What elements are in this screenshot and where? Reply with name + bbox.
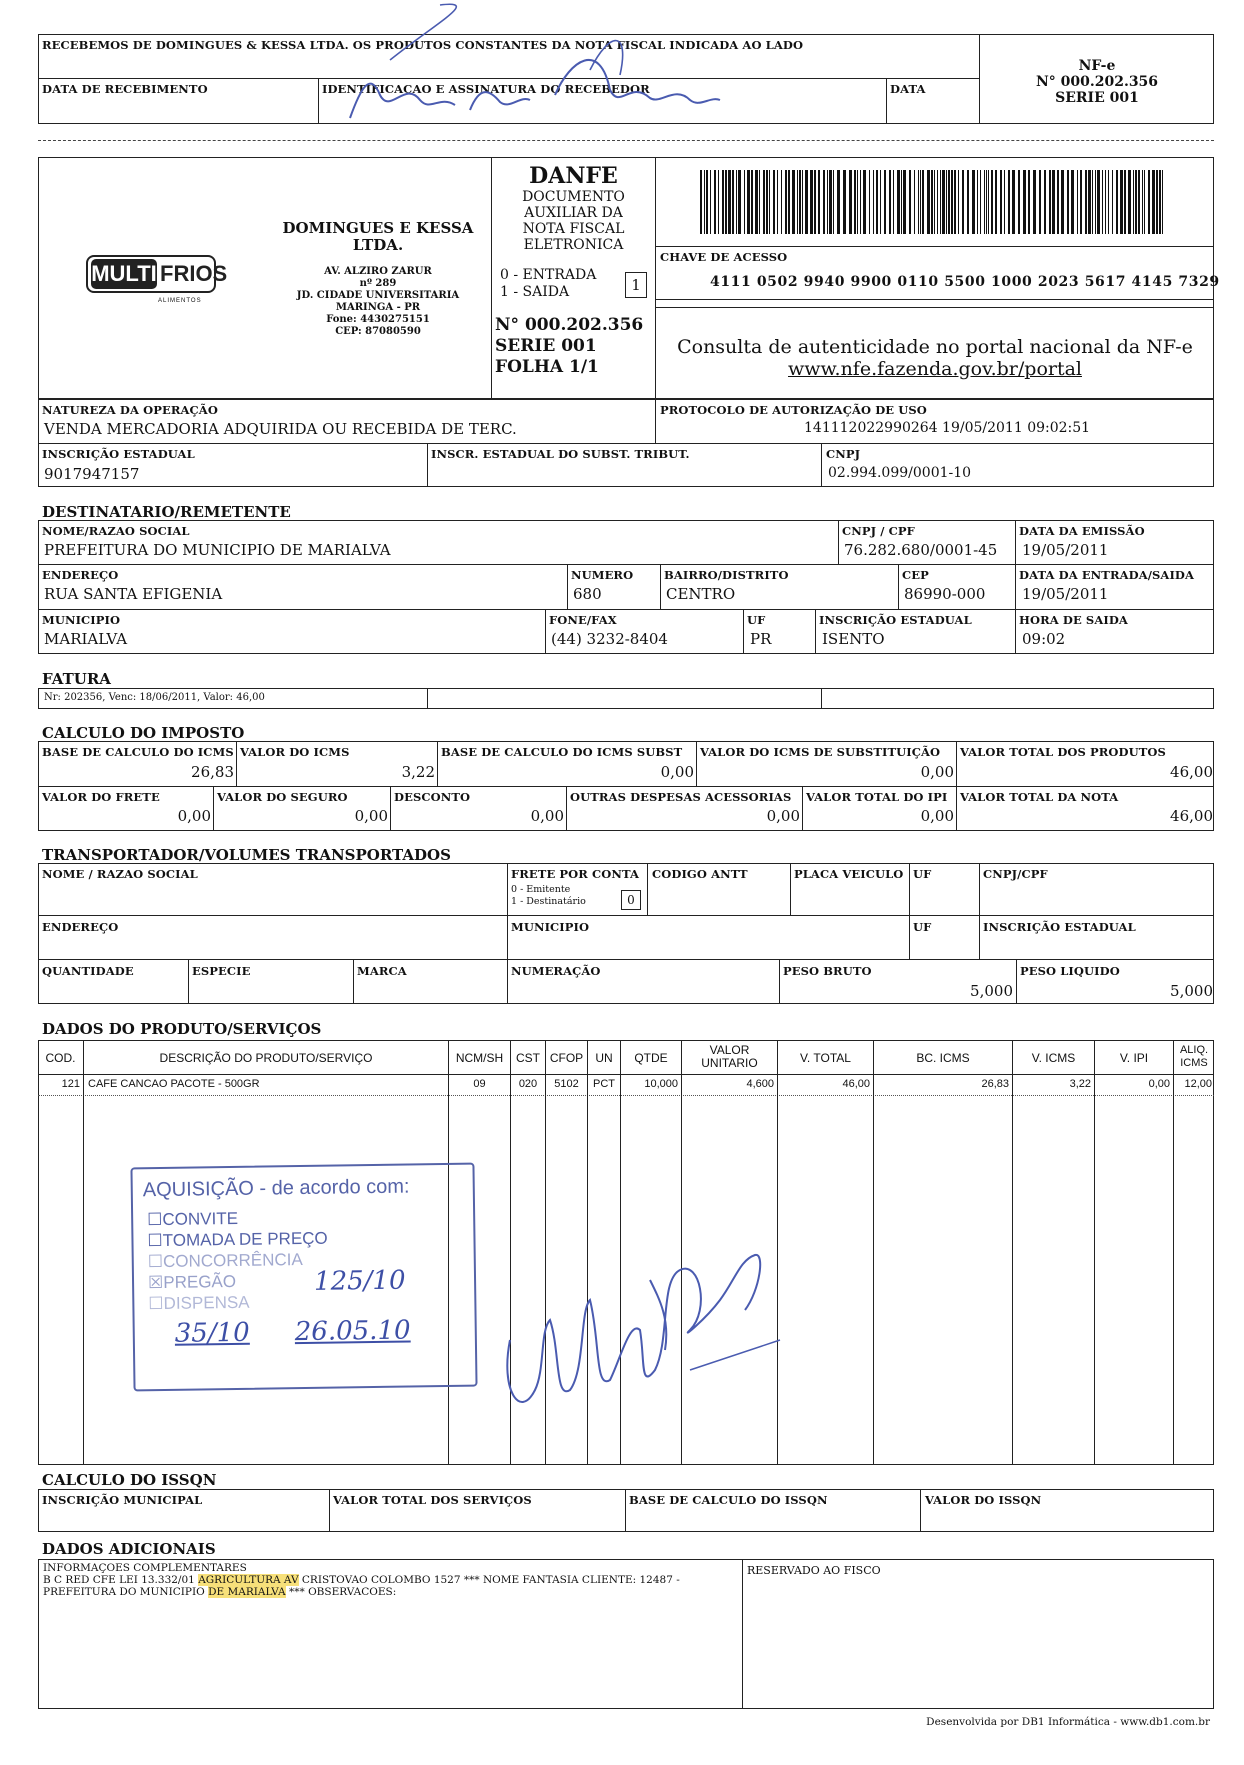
dest-cnpj: 76.282.680/0001-45 <box>844 541 998 559</box>
barcode-bar <box>880 170 881 234</box>
dest-fone: (44) 3232-8404 <box>551 630 668 648</box>
danfe-entrada: 0 - ENTRADA <box>500 267 597 283</box>
transp-uf-label: UF <box>913 867 932 881</box>
row-vtotal: 46,00 <box>842 1078 870 1090</box>
row-desc: CAFE CANCAO PACOTE - 500GR <box>88 1078 260 1090</box>
protocolo-label: PROTOCOLO DE AUTORIZAÇÃO DE USO <box>660 403 927 417</box>
v-st-label: VALOR DO ICMS DE SUBSTITUIÇÃO <box>700 745 941 759</box>
barcode-bar <box>1148 170 1150 234</box>
consulta-text: Consulta de autenticidade no portal nacional da NF-e <box>677 336 1193 358</box>
barcode-bar <box>785 170 787 234</box>
barcode-bar <box>763 170 765 234</box>
barcode-bar <box>802 170 803 234</box>
barcode-bar <box>1102 170 1103 234</box>
stamp-hand-1: 125/10 <box>313 1265 406 1297</box>
barcode-bar <box>766 170 768 234</box>
bc-icms: 26,83 <box>191 763 234 781</box>
danfe-sub-2: AUXILIAR DA <box>524 205 623 221</box>
stamp-opt-5: ☒PREGÃO <box>147 1271 237 1293</box>
stamp-title: AQUISIÇÃO - de acordo com: <box>142 1175 410 1202</box>
barcode-bar <box>909 170 911 234</box>
danfe-sub-4: ELETRONICA <box>523 237 624 253</box>
dest-numero: 680 <box>573 585 602 603</box>
row-cfop: 5102 <box>554 1078 579 1090</box>
issqn-servicos-label: VALOR TOTAL DOS SERVIÇOS <box>333 1493 532 1507</box>
barcode-bar <box>1135 170 1137 234</box>
canhoto-date-label: DATA DE RECEBIMENTO <box>42 82 208 96</box>
th-ncm: NCM/SH <box>455 1051 504 1065</box>
transporte-title: TRANSPORTADOR/VOLUMES TRANSPORTADOS <box>42 846 451 864</box>
cnpj-label: CNPJ <box>826 447 861 461</box>
barcode-bar <box>857 170 858 234</box>
stamp-opt-2: ☐TOMADA DE PREÇO <box>147 1228 328 1251</box>
barcode-bar <box>1095 170 1096 234</box>
logo-subtitle: ALIMENTOS <box>158 298 202 304</box>
barcode-bar <box>704 170 705 234</box>
dest-ie-label: INSCRIÇÃO ESTADUAL <box>819 613 972 627</box>
barcode-bar <box>914 170 915 234</box>
bc-st: 0,00 <box>660 763 694 781</box>
emitente-address-2: nº 289 <box>359 278 397 289</box>
highlight: AGRICULTURA AV <box>198 1574 299 1586</box>
seguro-label: VALOR DO SEGURO <box>217 790 348 804</box>
emitente-address-3: JD. CIDADE UNIVERSITARIA <box>296 290 460 301</box>
issqn-valor-label: VALOR DO ISSQN <box>925 1493 1042 1507</box>
danfe-number: N° 000.202.356 <box>495 315 644 335</box>
dest-endereco-label: ENDEREÇO <box>42 568 119 582</box>
consulta-url: www.nfe.fazenda.gov.br/portal <box>788 358 1082 380</box>
barcode-bar <box>777 170 778 234</box>
row-ncm: 09 <box>473 1078 486 1090</box>
fisco-label: RESERVADO AO FISCO <box>747 1564 881 1577</box>
v-nota: 46,00 <box>1170 807 1213 825</box>
cnpj-value: 02.994.099/0001-10 <box>828 465 972 481</box>
barcode-bar <box>1092 170 1093 234</box>
transp-endereco-label: ENDEREÇO <box>42 920 119 934</box>
barcode-bar <box>1067 170 1069 234</box>
barcode-bar <box>700 170 702 234</box>
barcode-bar <box>814 170 816 234</box>
dest-emissao-label: DATA DA EMISSÃO <box>1019 524 1145 538</box>
info-line-2: PREFEITURA DO MUNICIPIO DE MARIALVA *** OBSERVACOES: <box>43 1586 397 1598</box>
transp-municipio-label: MUNICIPIO <box>511 920 590 934</box>
barcode-bar <box>1144 170 1145 234</box>
row-vunit: 4,600 <box>746 1078 774 1090</box>
issqn-im-label: INSCRIÇÃO MUNICIPAL <box>42 1493 203 1507</box>
barcode-bar <box>937 170 938 234</box>
transp-frete-label: FRETE POR CONTA <box>511 867 640 881</box>
info-label: INFORMAÇOES COMPLEMENTARES <box>43 1562 247 1574</box>
th-cfop: CFOP <box>549 1051 584 1065</box>
row-aliq: 12,00 <box>1184 1078 1212 1090</box>
barcode-bar <box>738 170 741 234</box>
barcode-bar <box>1071 170 1074 234</box>
frete-label: VALOR DO FRETE <box>42 790 160 804</box>
dest-municipio-label: MUNICIPIO <box>42 613 121 627</box>
transp-numeracao-label: NUMERAÇÃO <box>511 964 601 978</box>
stamp-opt-1: ☐CONVITE <box>147 1208 239 1230</box>
barcode-bar <box>722 170 724 234</box>
barcode-bar <box>1116 170 1118 234</box>
dest-emissao: 19/05/2011 <box>1022 541 1109 559</box>
fatura-text: Nr: 202356, Venc: 18/06/2011, Valor: 46,00 <box>44 692 265 703</box>
barcode-bar <box>1152 170 1155 234</box>
ie-label: INSCRIÇÃO ESTADUAL <box>42 447 195 461</box>
barcode-bar <box>972 170 975 234</box>
danfe-sub-3: NOTA FISCAL <box>522 221 625 237</box>
barcode-bar <box>706 170 708 234</box>
row-bcicms: 26,83 <box>981 1078 1009 1090</box>
barcode-bar <box>1080 170 1082 234</box>
desconto-value: 0,00 <box>530 807 564 825</box>
transp-cnpj-label: CNPJ/CPF <box>983 867 1048 881</box>
dest-entrada-label: DATA DA ENTRADA/SAIDA <box>1019 568 1195 582</box>
outras-label: OUTRAS DESPESAS ACESSORIAS <box>570 790 792 804</box>
desconto-label: DESCONTO <box>394 790 471 804</box>
canhoto-nfe-serie: SERIE 001 <box>1055 90 1139 106</box>
barcode-bar <box>773 170 775 234</box>
barcode-bar <box>1061 170 1064 234</box>
barcode-bar <box>1159 170 1161 234</box>
dest-ie: ISENTO <box>822 630 885 648</box>
th-aliq: ALIQ. ICMS <box>1179 1044 1209 1069</box>
transp-frete-opt1: 1 - Destinatário <box>511 896 586 907</box>
dest-cnpj-label: CNPJ / CPF <box>842 524 915 538</box>
barcode-bar <box>849 170 852 234</box>
barcode-bar <box>954 170 956 234</box>
barcode-bar <box>805 170 808 234</box>
barcode-bar <box>1142 170 1143 234</box>
dest-uf: PR <box>750 630 772 648</box>
chave-label: CHAVE DE ACESSO <box>660 250 788 264</box>
barcode-bar <box>920 170 921 234</box>
barcode-bar <box>797 170 798 234</box>
transp-marca-label: MARCA <box>357 964 407 978</box>
danfe-tipo-box: 1 <box>625 272 647 298</box>
dest-nome: PREFEITURA DO MUNICIPIO DE MARIALVA <box>44 541 391 559</box>
barcode-bar <box>942 170 945 234</box>
dest-numero-label: NUMERO <box>571 568 634 582</box>
barcode-bar <box>1085 170 1087 234</box>
barcode-bar <box>818 170 820 234</box>
barcode-bar <box>747 170 750 234</box>
dest-entrada: 19/05/2011 <box>1022 585 1109 603</box>
barcode-bar <box>759 170 760 234</box>
transp-ie-label: INSCRIÇÃO ESTADUAL <box>983 920 1136 934</box>
barcode-bar <box>948 170 950 234</box>
v-nota-label: VALOR TOTAL DA NOTA <box>960 790 1119 804</box>
barcode-bar <box>967 170 969 234</box>
danfe-folha: FOLHA 1/1 <box>495 357 599 377</box>
dest-uf-label: UF <box>747 613 766 627</box>
barcode-bar <box>934 170 935 234</box>
barcode-bar <box>863 170 866 234</box>
canhoto-nfe-number: N° 000.202.356 <box>1035 74 1159 90</box>
barcode-bar <box>1044 170 1046 234</box>
issqn-title: CALCULO DO ISSQN <box>42 1471 217 1489</box>
emitente-name-2: LTDA. <box>352 236 404 254</box>
canhoto-data-label: DATA <box>890 82 926 96</box>
th-vicms: V. ICMS <box>1031 1051 1076 1065</box>
barcode-bar <box>1138 170 1140 234</box>
natureza-value: VENDA MERCADORIA ADQUIRIDA OU RECEBIDA DE TERC. <box>44 420 517 438</box>
row-qtde: 10,000 <box>644 1078 678 1090</box>
transp-frete-value: 0 <box>621 890 641 910</box>
th-un: UN <box>595 1051 613 1065</box>
barcode-bar <box>897 170 900 234</box>
th-vtotal: V. TOTAL <box>800 1051 851 1065</box>
barcode-bar <box>931 170 933 234</box>
barcode-bar <box>843 170 846 234</box>
barcode-bar <box>810 170 813 234</box>
barcode-bar <box>1028 170 1030 234</box>
barcode-bar <box>755 170 758 234</box>
transp-qtd-label: QUANTIDADE <box>42 964 134 978</box>
transp-uf2-label: UF <box>913 920 932 934</box>
barcode-bar <box>792 170 795 234</box>
dest-fone-label: FONE/FAX <box>549 613 617 627</box>
barcode-bar <box>781 170 782 234</box>
barcode-bar <box>901 170 902 234</box>
barcode-bar <box>918 170 919 234</box>
transp-peso-bruto: 5,000 <box>970 982 1013 1000</box>
company-logo: MULTI FRIOS <box>86 255 216 293</box>
barcode-bar <box>922 170 924 234</box>
th-cod: COD. <box>45 1051 76 1065</box>
dest-cep-label: CEP <box>902 568 929 582</box>
v-icms-label: VALOR DO ICMS <box>240 745 350 759</box>
ipi-value: 0,00 <box>920 807 954 825</box>
barcode-bar <box>728 170 731 234</box>
barcode-bar <box>1088 170 1091 234</box>
barcode-bar <box>718 170 719 234</box>
canhoto-nfe-label: NF-e <box>1078 58 1116 74</box>
barcode-bar <box>986 170 987 234</box>
barcode-bar <box>1000 170 1002 234</box>
emitente-phone: Fone: 4430275151 <box>326 314 430 325</box>
barcode-bar <box>827 170 828 234</box>
outras-value: 0,00 <box>766 807 800 825</box>
ipi-label: VALOR TOTAL DO IPI <box>806 790 948 804</box>
barcode-bar <box>833 170 834 234</box>
seguro-value: 0,00 <box>354 807 388 825</box>
barcode-bar <box>869 170 870 234</box>
barcode-bar <box>854 170 856 234</box>
barcode-bar <box>823 170 825 234</box>
dest-cep: 86990-000 <box>904 585 986 603</box>
barcode-bar <box>714 170 716 234</box>
barcode-bar <box>884 170 886 234</box>
danfe-sub-1: DOCUMENTO <box>522 189 625 205</box>
th-cst: CST <box>516 1051 540 1065</box>
produtos-title: DADOS DO PRODUTO/SERVIÇOS <box>42 1020 322 1038</box>
barcode-bar <box>980 170 981 234</box>
barcode-bar <box>751 170 753 234</box>
transp-peso-bruto-label: PESO BRUTO <box>783 964 872 978</box>
barcode-bar <box>1008 170 1010 234</box>
barcode-bar <box>1124 170 1126 234</box>
dest-municipio: MARIALVA <box>44 630 128 648</box>
barcode-bar <box>744 170 745 234</box>
barcode-bar <box>893 170 894 234</box>
imposto-title: CALCULO DO IMPOSTO <box>42 724 245 742</box>
barcode-bar <box>927 170 930 234</box>
barcode-bar <box>1049 170 1051 234</box>
v-icms: 3,22 <box>401 763 435 781</box>
transp-frete-opt0: 0 - Emitente <box>511 884 571 895</box>
ie-value: 9017947157 <box>44 465 140 483</box>
transp-placa-label: PLACA VEICULO <box>794 867 904 881</box>
row-cod: 121 <box>61 1078 80 1090</box>
bc-icms-label: BASE DE CALCULO DO ICMS <box>42 745 234 759</box>
transp-peso-liquido: 5,000 <box>1170 982 1213 1000</box>
th-desc: DESCRIÇÃO DO PRODUTO/SERVIÇO <box>159 1051 373 1065</box>
barcode-bar <box>889 170 891 234</box>
barcode-bar <box>1108 170 1109 234</box>
barcode-bar <box>962 170 964 234</box>
row-cst: 020 <box>518 1078 538 1090</box>
barcode-bar <box>1004 170 1005 234</box>
barcode-bar <box>1133 170 1134 234</box>
acquisition-stamp <box>130 1163 477 1392</box>
signature <box>490 1220 800 1420</box>
barcode-bar <box>1162 170 1163 234</box>
canhoto-sign-label: IDENTIFICACAO E ASSINATURA DO RECEBEDOR <box>322 82 650 96</box>
barcode-bar <box>1120 170 1123 234</box>
cut-line <box>38 140 1214 141</box>
barcode-bar <box>988 170 989 234</box>
barcode-bar <box>1128 170 1131 234</box>
dest-hora: 09:02 <box>1022 630 1066 648</box>
barcode-bar <box>1033 170 1036 234</box>
barcode-bar <box>946 170 947 234</box>
barcode-bar <box>1112 170 1113 234</box>
barcode-bar <box>736 170 737 234</box>
stamp-opt-4: ☐DISPENSA <box>148 1292 250 1314</box>
barcode-bar <box>1018 170 1020 234</box>
th-bcicms: BC. ICMS <box>916 1051 970 1065</box>
barcode-bar <box>799 170 801 234</box>
stamp-hand-3: 26.05.10 <box>294 1315 411 1348</box>
barcode-bar <box>1023 170 1026 234</box>
natureza-label: NATUREZA DA OPERAÇÃO <box>42 403 218 417</box>
dest-hora-label: HORA DE SAIDA <box>1019 613 1128 627</box>
barcode-bar <box>991 170 993 234</box>
barcode-bar <box>837 170 840 234</box>
bc-st-label: BASE DE CALCULO DO ICMS SUBST <box>441 745 683 759</box>
row-vicms: 3,22 <box>1069 1078 1091 1090</box>
barcode-bar <box>995 170 997 234</box>
adicionais-title: DADOS ADICIONAIS <box>42 1540 216 1558</box>
th-vipi: V. IPI <box>1119 1051 1149 1065</box>
barcode-bar <box>1105 170 1106 234</box>
barcode-bar <box>1077 170 1078 234</box>
transp-antt-label: CODIGO ANTT <box>652 867 748 881</box>
transp-nome-label: NOME / RAZAO SOCIAL <box>42 867 198 881</box>
barcode-bar <box>876 170 878 234</box>
barcode-bar <box>725 170 727 234</box>
v-prod-label: VALOR TOTAL DOS PRODUTOS <box>960 745 1166 759</box>
transp-especie-label: ESPECIE <box>192 964 251 978</box>
barcode-bar <box>984 170 985 234</box>
barcode-bar <box>788 170 790 234</box>
frete-value: 0,00 <box>177 807 211 825</box>
danfe-saida: 1 - SAIDA <box>500 284 570 300</box>
highlight: DE MARIALVA <box>208 1586 286 1598</box>
emitente-cep: CEP: 87080590 <box>335 326 421 337</box>
transp-peso-liquido-label: PESO LIQUIDO <box>1020 964 1120 978</box>
emitente-name: DOMINGUES E KESSA <box>282 219 474 237</box>
th-vunit: VALOR UNITARIO <box>701 1043 758 1070</box>
footer-text: Desenvolvida por DB1 Informática - www.db1.com.br <box>926 1716 1210 1728</box>
dest-endereco: RUA SANTA EFIGENIA <box>44 585 223 603</box>
barcode-bar <box>977 170 978 234</box>
canhoto-receipt-text: RECEBEMOS DE DOMINGUES & KESSA LTDA. OS PRODUTOS CONSTANTES DA NOTA FISCAL INDICADA AO LADO <box>42 38 804 52</box>
v-st: 0,00 <box>920 763 954 781</box>
barcode-bar <box>860 170 861 234</box>
barcode-bar <box>958 170 959 234</box>
barcode-bar <box>940 170 941 234</box>
barcode-bar <box>1097 170 1100 234</box>
barcode-bar <box>710 170 711 234</box>
emitente-address-4: MARINGA - PR <box>335 302 421 313</box>
chave-value: 4111 0502 9940 9900 0110 5500 1000 2023 5617 4145 7329 <box>710 274 1220 290</box>
v-prod: 46,00 <box>1170 763 1213 781</box>
dest-bairro-label: BAIRRO/DISTRITO <box>664 568 789 582</box>
barcode-bar <box>1039 170 1041 234</box>
receiver-signature <box>330 0 750 130</box>
barcode-bar <box>1057 170 1059 234</box>
danfe-title: DANFE <box>529 163 618 189</box>
stamp-hand-2: 35/10 <box>174 1317 250 1349</box>
danfe-serie: SERIE 001 <box>495 336 597 356</box>
th-qtde: QTDE <box>634 1051 668 1065</box>
barcode-bar <box>769 170 770 234</box>
fatura-title: FATURA <box>42 670 111 688</box>
barcode <box>700 170 1170 234</box>
barcode-bar <box>829 170 832 234</box>
barcode-bar <box>951 170 953 234</box>
issqn-base-label: BASE DE CALCULO DO ISSQN <box>629 1493 828 1507</box>
row-vipi: 0,00 <box>1148 1078 1170 1090</box>
row-un: PCT <box>593 1078 615 1090</box>
barcode-bar <box>732 170 734 234</box>
info-line-1: B C RED CFE LEI 13.332/01 AGRICULTURA AV CRISTOVAO COLOMBO 1527 *** NOME FANTASIA CLIENTE: 12487 - <box>43 1574 680 1586</box>
barcode-bar <box>903 170 906 234</box>
barcode-bar <box>873 170 874 234</box>
barcode-bar <box>1156 170 1158 234</box>
barcode-bar <box>1052 170 1055 234</box>
emitente-address-1: AV. ALZIRO ZARUR <box>324 266 432 277</box>
destinatario-title: DESTINATARIO/REMETENTE <box>42 503 291 521</box>
table-row <box>38 1078 1214 1094</box>
protocolo-value: 141112022990264 19/05/2011 09:02:51 <box>804 420 1091 436</box>
barcode-bar <box>1012 170 1015 234</box>
stamp-opt-3: ☐CONCORRÊNCIA <box>147 1250 303 1272</box>
ie-st-label: INSCR. ESTADUAL DO SUBST. TRIBUT. <box>431 447 690 461</box>
dest-nome-label: NOME/RAZAO SOCIAL <box>42 524 190 538</box>
dest-bairro: CENTRO <box>666 585 736 603</box>
